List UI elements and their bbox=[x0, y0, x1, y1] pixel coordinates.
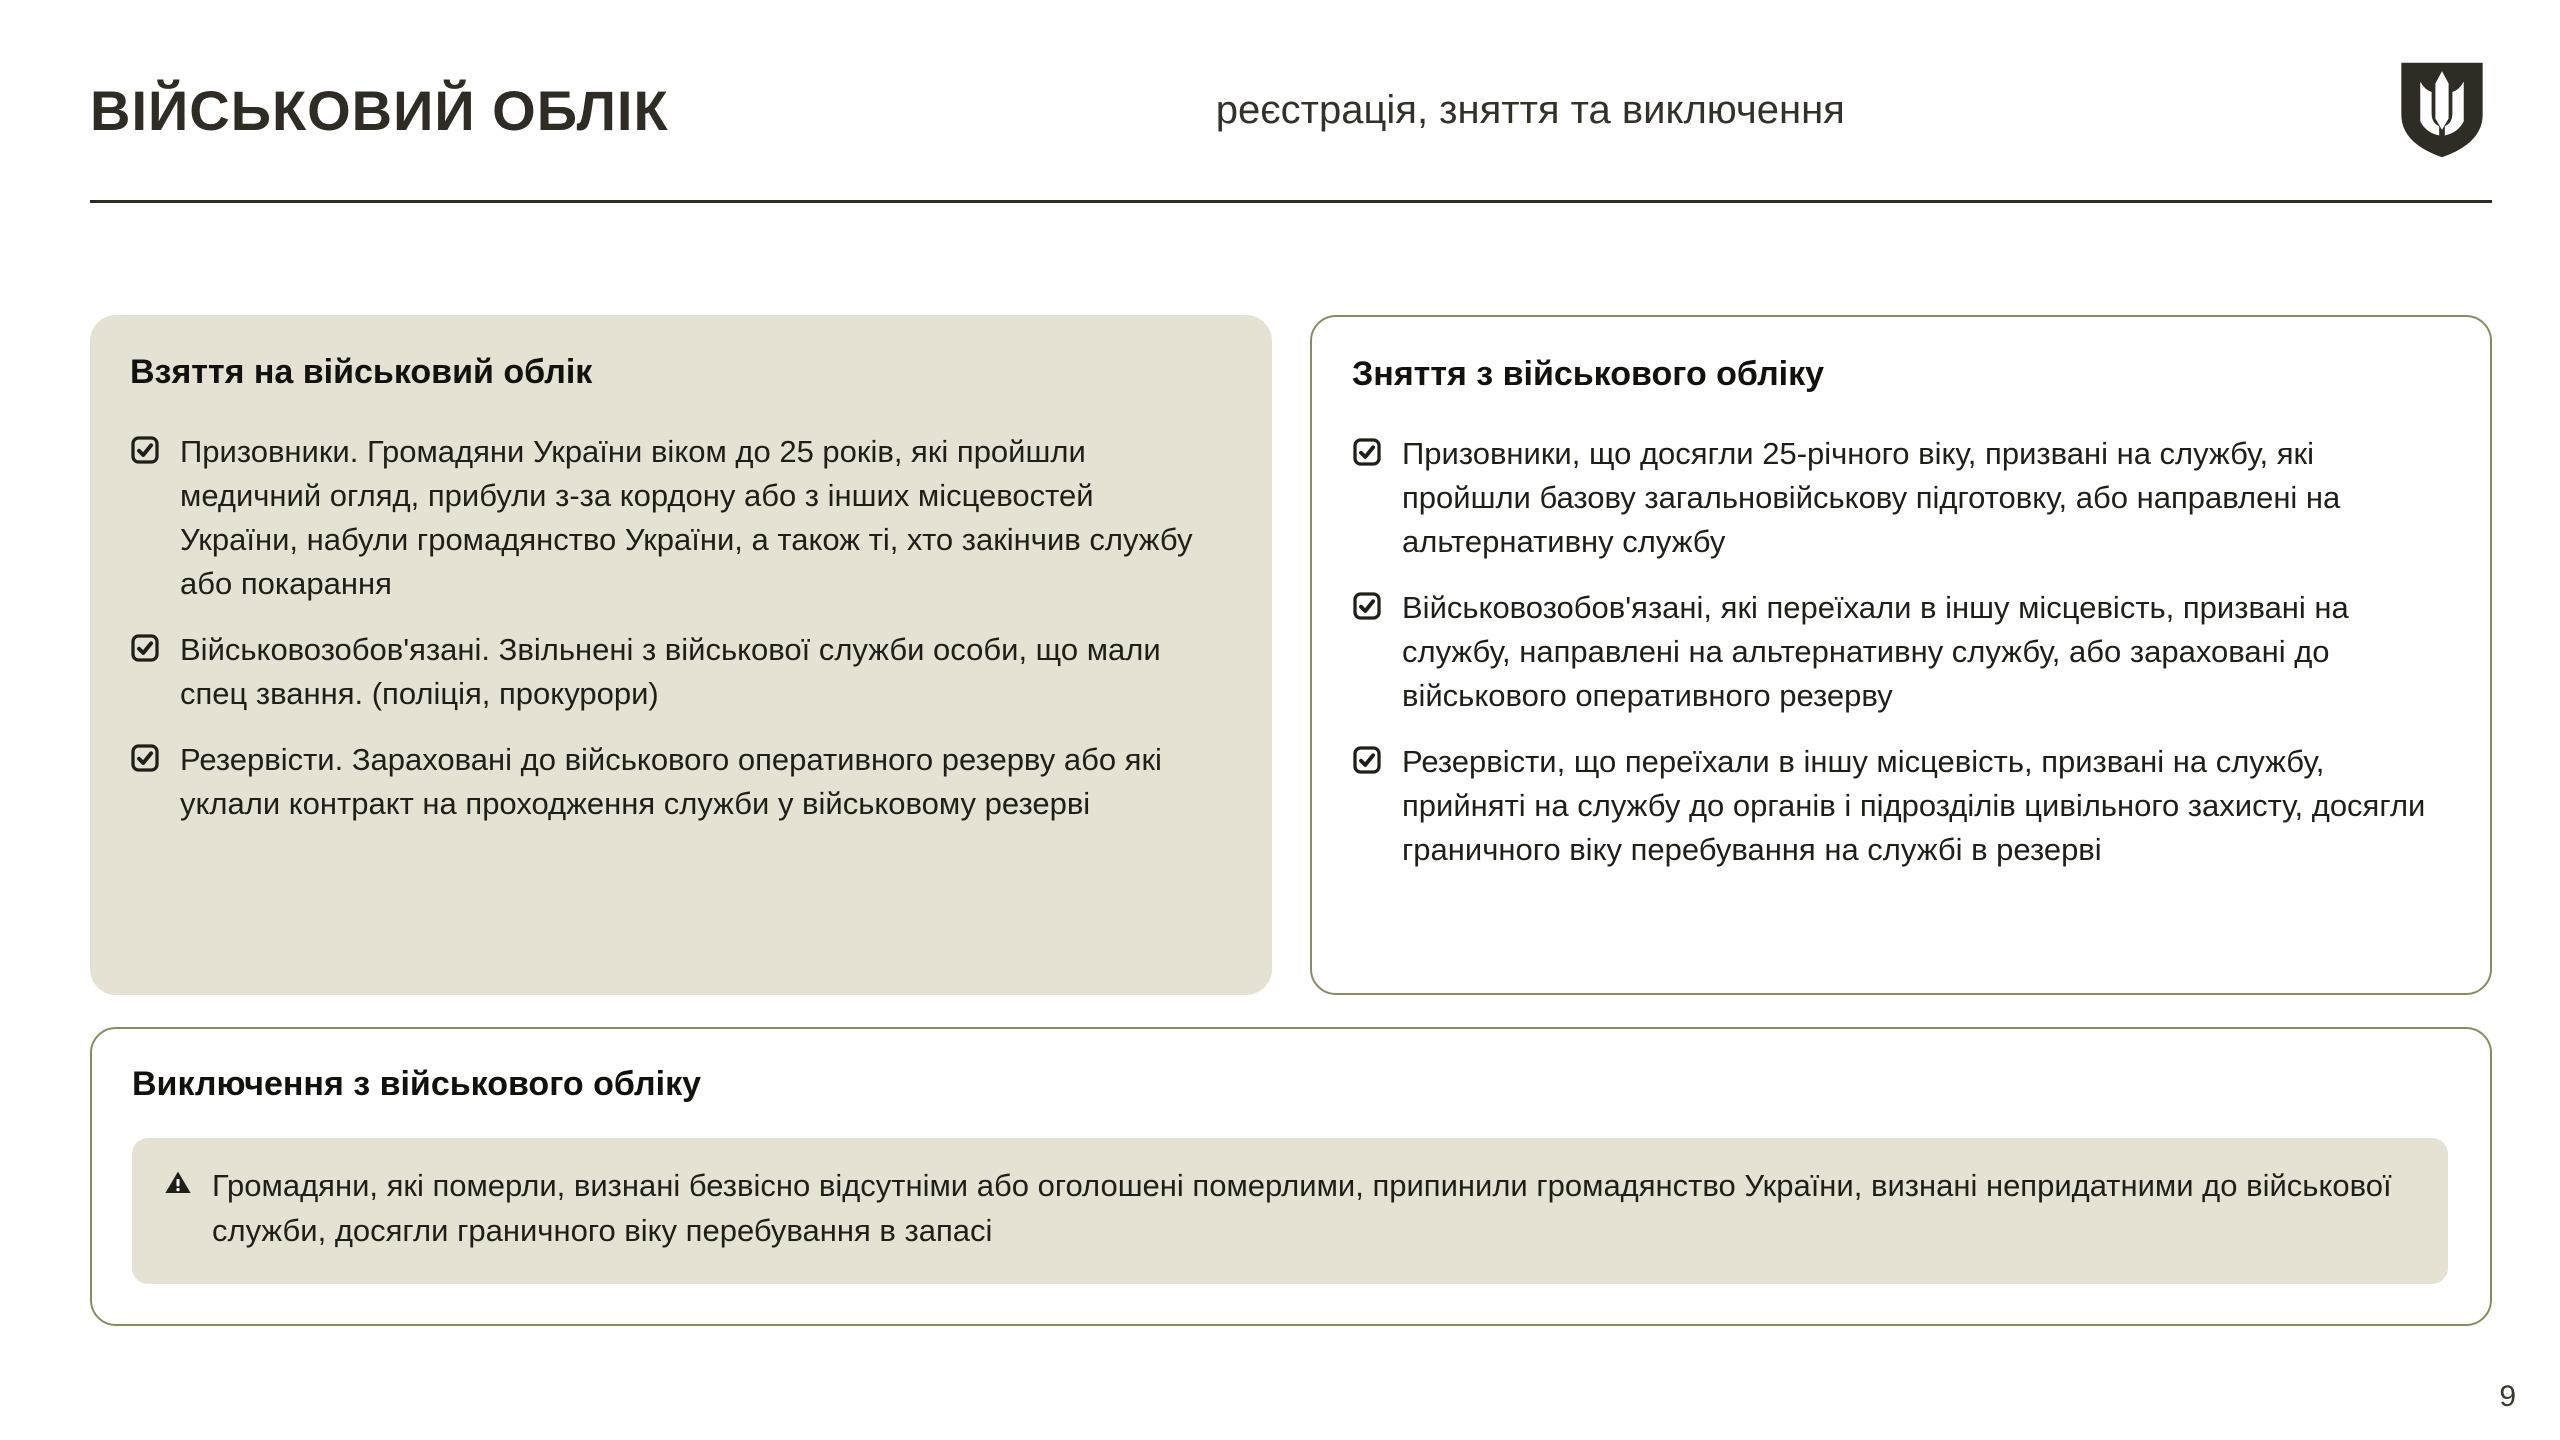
list-item bbox=[130, 430, 1216, 606]
subtitle-wrap bbox=[669, 88, 2392, 133]
checkbox-checked-icon bbox=[1352, 591, 1382, 621]
warning-icon bbox=[164, 1169, 192, 1197]
exclusion-note bbox=[132, 1138, 2448, 1284]
item-text: Резервісти. Зараховані до військового оперативного резерву або які уклали контракт на проходження служби у військовому резерві bbox=[180, 742, 1162, 822]
item-text: Призовники. Громадяни України віком до 25 років, які пройшли медичний огляд, прибули з-за кордону або з інших місцевостей України, набули громадянство України, а також ті, хто закінчив службу або покарання bbox=[180, 434, 1193, 602]
header-divider bbox=[90, 200, 2492, 203]
card-registration bbox=[90, 315, 1272, 995]
item-text: Резервісти, що переїхали в іншу місцевість, призвані на службу, прийняті на службу до органів і підрозділів цивільного захисту, досягли граничного віку перебування на службі в резерві bbox=[1402, 744, 2426, 868]
item-text: Військовозобов'язані, які переїхали в іншу місцевість, призвані на службу, направлені на альтернативну службу, або зараховані до військового оперативного резерву bbox=[1402, 590, 2349, 714]
list-item bbox=[130, 738, 1216, 826]
page-subtitle: реєстрація, зняття та виключення bbox=[1215, 87, 1845, 132]
page-title: ВІЙСЬКОВИЙ ОБЛІК bbox=[90, 78, 669, 142]
checkbox-checked-icon bbox=[130, 435, 160, 465]
list-item bbox=[130, 628, 1216, 716]
card-registration-title: Взяття на військовий облік bbox=[130, 353, 593, 391]
item-text: Призовники, що досягли 25-річного віку, призвані на службу, які пройшли базову загальновійськову підготовку, або направлені на альтернативну службу bbox=[1402, 436, 2341, 560]
checkbox-checked-icon bbox=[130, 743, 160, 773]
card-removal-title: Зняття з військового обліку bbox=[1352, 355, 1825, 393]
list-item bbox=[1352, 740, 2434, 872]
checkbox-checked-icon bbox=[1352, 437, 1382, 467]
cards-row bbox=[90, 315, 2492, 995]
page-number: 9 bbox=[2499, 1380, 2516, 1413]
list-item bbox=[1352, 432, 2434, 564]
item-text: Військовозобов'язані. Звільнені з військової служби особи, що мали спец звання. (поліція, прокурори) bbox=[180, 632, 1161, 712]
card-exclusion bbox=[90, 1027, 2492, 1326]
list-item bbox=[1352, 586, 2434, 718]
checkbox-checked-icon bbox=[1352, 745, 1382, 775]
card-removal bbox=[1310, 315, 2492, 995]
note-text: Громадяни, які померли, визнані безвісно відсутніми або оголошені померлими, припинили громадянство України, визнані непридатними до військової служби, досягли граничного віку перебування в запасі bbox=[212, 1168, 2392, 1248]
card-exclusion-title: Виключення з військового обліку bbox=[132, 1065, 702, 1103]
checkbox-checked-icon bbox=[130, 633, 160, 663]
shield-trident-icon bbox=[2392, 58, 2492, 162]
header bbox=[90, 58, 2492, 162]
